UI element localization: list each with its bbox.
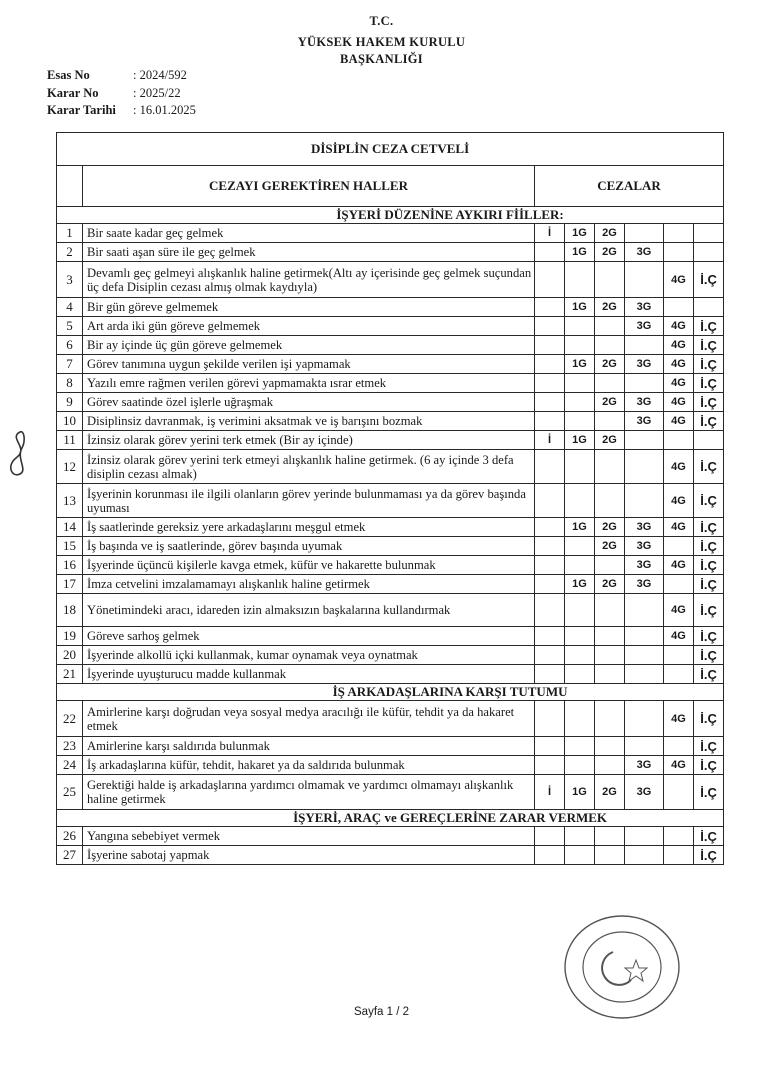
meta-karar-no	[47, 86, 181, 101]
header-institution: YÜKSEK HAKEM KURULU	[297, 35, 466, 49]
offense-description: Devamlı geç gelmeyi alışkanlık haline getirmek(Altı ay içerisinde geç gelmek suçundan üç defa Disiplin cezası almış olmak kaydıyla)	[83, 262, 535, 298]
penalty-cell	[535, 262, 565, 298]
section-title: İŞYERİ, ARAÇ ve GEREÇLERİNE ZARAR VERMEK	[57, 810, 724, 827]
penalty-cell	[664, 243, 694, 262]
penalty-cell	[565, 484, 595, 518]
penalty-cell: 3G	[625, 355, 664, 374]
penalty-cell	[535, 298, 565, 317]
penalty-cell: 1G	[565, 575, 595, 594]
penalty-cell: İ.Ç	[694, 737, 724, 756]
row-number: 26	[57, 827, 83, 846]
offense-description: İşyerinde uyuşturucu madde kullanmak	[83, 665, 535, 684]
penalty-cell	[625, 646, 664, 665]
penalty-cell	[535, 594, 565, 627]
penalty-cell	[565, 336, 595, 355]
penalty-cell	[595, 701, 625, 737]
penalty-cell	[535, 556, 565, 575]
row-number: 23	[57, 737, 83, 756]
offense-description: Bir gün göreve gelmemek	[83, 298, 535, 317]
penalty-cell: 4G	[664, 336, 694, 355]
offense-description: İşyerine sabotaj yapmak	[83, 846, 535, 865]
table-row	[57, 518, 724, 537]
penalty-cell: İ.Ç	[694, 317, 724, 336]
penalty-cell: 4G	[664, 374, 694, 393]
row-number: 25	[57, 775, 83, 810]
penalty-cell: 2G	[595, 298, 625, 317]
table-row	[57, 737, 724, 756]
penalty-cell: İ	[535, 224, 565, 243]
penalty-cell	[694, 431, 724, 450]
penalty-cell	[664, 827, 694, 846]
penalty-cell	[625, 737, 664, 756]
header-department: BAŞKANLIĞI	[340, 52, 423, 66]
penalty-cell: 4G	[664, 355, 694, 374]
table-row	[57, 846, 724, 865]
penalty-cell	[565, 412, 595, 431]
penalty-cell	[694, 243, 724, 262]
penalty-cell: 3G	[625, 556, 664, 575]
penalty-cell	[625, 846, 664, 865]
table-row	[57, 627, 724, 646]
penalty-cell	[664, 846, 694, 865]
table-row	[57, 537, 724, 556]
meta-value: : 2025/22	[133, 86, 181, 100]
penalty-cell	[595, 374, 625, 393]
row-number: 3	[57, 262, 83, 298]
row-number: 18	[57, 594, 83, 627]
table-row	[57, 374, 724, 393]
offense-description: Disiplinsiz davranmak, iş verimini aksatmak ve iş barışını bozmak	[83, 412, 535, 431]
row-number: 10	[57, 412, 83, 431]
table-row	[57, 298, 724, 317]
offense-description: Art arda iki gün göreve gelmemek	[83, 317, 535, 336]
penalty-cell	[595, 484, 625, 518]
penalty-cell: İ.Ç	[694, 336, 724, 355]
penalty-cell	[565, 374, 595, 393]
row-number: 12	[57, 450, 83, 484]
penalty-cell	[535, 646, 565, 665]
penalty-cell	[625, 262, 664, 298]
penalty-cell: 4G	[664, 556, 694, 575]
penalty-cell: 4G	[664, 317, 694, 336]
section-title: İŞYERİ DÜZENİNE AYKIRI FİİLLER:	[57, 207, 724, 224]
penalty-cell	[664, 298, 694, 317]
table-row	[57, 665, 724, 684]
table-row	[57, 243, 724, 262]
penalty-cell: İ.Ç	[694, 355, 724, 374]
section-row	[57, 207, 724, 224]
penalty-cell: İ.Ç	[694, 775, 724, 810]
table-row	[57, 827, 724, 846]
row-number: 24	[57, 756, 83, 775]
row-number: 9	[57, 393, 83, 412]
penalty-cell	[565, 665, 595, 684]
penalty-cell	[535, 701, 565, 737]
column-header-offenses: CEZAYI GEREKTİREN HALLER	[83, 166, 535, 207]
penalty-cell	[565, 827, 595, 846]
row-number: 4	[57, 298, 83, 317]
penalty-cell	[625, 336, 664, 355]
penalty-cell	[535, 537, 565, 556]
penalty-cell: 1G	[565, 243, 595, 262]
table-row	[57, 701, 724, 737]
section-row	[57, 810, 724, 827]
penalty-cell	[535, 412, 565, 431]
meta-label: Esas No	[47, 68, 90, 82]
penalty-cell	[694, 298, 724, 317]
table-title: DİSİPLİN CEZA CETVELİ	[57, 133, 724, 166]
offense-description: Görev tanımına uygun şekilde verilen işi yapmamak	[83, 355, 535, 374]
row-number: 27	[57, 846, 83, 865]
penalty-cell: 4G	[664, 450, 694, 484]
offense-description: İşyerinde üçüncü kişilerle kavga etmek, küfür ve hakarette bulunmak	[83, 556, 535, 575]
penalty-cell	[535, 575, 565, 594]
table-row	[57, 431, 724, 450]
row-number: 17	[57, 575, 83, 594]
penalty-cell: İ.Ç	[694, 575, 724, 594]
penalty-cell	[595, 594, 625, 627]
penalty-cell	[535, 393, 565, 412]
table-row	[57, 575, 724, 594]
penalty-cell	[595, 827, 625, 846]
penalty-cell	[664, 537, 694, 556]
penalty-cell	[565, 756, 595, 775]
penalty-cell: 1G	[565, 775, 595, 810]
penalty-cell: İ.Ç	[694, 594, 724, 627]
penalty-cell: İ.Ç	[694, 827, 724, 846]
penalty-cell	[595, 737, 625, 756]
table-row	[57, 355, 724, 374]
penalty-cell: 4G	[664, 518, 694, 537]
offense-description: Görev saatinde özel işlerle uğraşmak	[83, 393, 535, 412]
penalty-cell	[565, 262, 595, 298]
penalty-cell: 4G	[664, 412, 694, 431]
penalty-cell: 1G	[565, 224, 595, 243]
row-number: 22	[57, 701, 83, 737]
penalty-cell: İ.Ç	[694, 393, 724, 412]
offense-description: Yazılı emre rağmen verilen görevi yapmamakta ısrar etmek	[83, 374, 535, 393]
penalty-cell: 1G	[565, 298, 595, 317]
penalty-cell	[595, 556, 625, 575]
penalty-cell	[625, 827, 664, 846]
penalty-cell: İ.Ç	[694, 262, 724, 298]
offense-description: Bir ay içinde üç gün göreve gelmemek	[83, 336, 535, 355]
penalty-cell: 2G	[595, 393, 625, 412]
penalty-cell	[535, 518, 565, 537]
row-number: 11	[57, 431, 83, 450]
penalty-cell: 1G	[565, 355, 595, 374]
penalty-cell: 2G	[595, 537, 625, 556]
penalty-cell: İ.Ç	[694, 518, 724, 537]
table-row	[57, 317, 724, 336]
offense-description: Bir saate kadar geç gelmek	[83, 224, 535, 243]
penalty-cell: İ.Ç	[694, 665, 724, 684]
page-footer: Sayfa 1 / 2	[354, 1006, 409, 1018]
penalty-cell	[625, 665, 664, 684]
penalty-cell: 3G	[625, 518, 664, 537]
offense-description: Amirlerine karşı doğrudan veya sosyal medya aracılığı ile küfür, tehdit ya da hakaret etmek	[83, 701, 535, 737]
penalty-cell: İ.Ç	[694, 701, 724, 737]
penalty-cell	[595, 336, 625, 355]
penalty-cell: 2G	[595, 243, 625, 262]
penalty-cell: 4G	[664, 701, 694, 737]
penalty-cell: 1G	[565, 518, 595, 537]
penalty-cell	[625, 224, 664, 243]
penalty-cell	[595, 846, 625, 865]
penalty-cell: 3G	[625, 412, 664, 431]
penalty-cell	[664, 775, 694, 810]
penalty-cell	[535, 243, 565, 262]
penalty-cell: İ.Ç	[694, 537, 724, 556]
penalty-cell: 3G	[625, 756, 664, 775]
penalty-cell	[664, 575, 694, 594]
penalty-cell	[565, 450, 595, 484]
penalty-cell: İ.Ç	[694, 646, 724, 665]
penalty-cell	[625, 701, 664, 737]
table-row	[57, 775, 724, 810]
penalty-cell	[664, 224, 694, 243]
penalty-cell	[595, 756, 625, 775]
row-number: 6	[57, 336, 83, 355]
row-number: 14	[57, 518, 83, 537]
meta-label: Karar No	[47, 86, 99, 100]
header-tc: T.C.	[369, 14, 394, 28]
table-row	[57, 224, 724, 243]
penalty-cell: 4G	[664, 484, 694, 518]
penalty-cell	[565, 646, 595, 665]
offense-description: İzinsiz olarak görev yerini terk etmeyi alışkanlık haline getirmek. (6 ay içinde 3 defa disiplin cezası almak)	[83, 450, 535, 484]
penalty-cell: 3G	[625, 317, 664, 336]
handwritten-signature	[4, 428, 34, 480]
penalty-cell	[535, 317, 565, 336]
penalty-cell	[664, 737, 694, 756]
offense-description: İzinsiz olarak görev yerini terk etmek (Bir ay içinde)	[83, 431, 535, 450]
penalty-cell	[565, 537, 595, 556]
offense-description: İş arkadaşlarına küfür, tehdit, hakaret ya da saldırıda bulunmak	[83, 756, 535, 775]
header-blank-cell	[57, 166, 83, 207]
penalty-cell: 4G	[664, 594, 694, 627]
penalty-cell	[595, 646, 625, 665]
penalty-cell: İ.Ç	[694, 627, 724, 646]
penalty-cell	[535, 336, 565, 355]
penalty-cell	[565, 594, 595, 627]
offense-description: Yangına sebebiyet vermek	[83, 827, 535, 846]
penalty-cell	[565, 556, 595, 575]
penalty-cell	[535, 374, 565, 393]
offense-description: İş saatlerinde gereksiz yere arkadaşlarını meşgul etmek	[83, 518, 535, 537]
row-number: 13	[57, 484, 83, 518]
penalty-cell: 4G	[664, 756, 694, 775]
section-row	[57, 684, 724, 701]
penalty-cell	[664, 431, 694, 450]
row-number: 21	[57, 665, 83, 684]
row-number: 1	[57, 224, 83, 243]
penalty-cell: İ.Ç	[694, 412, 724, 431]
penalty-cell	[535, 846, 565, 865]
penalty-cell	[535, 737, 565, 756]
offense-description: Göreve sarhoş gelmek	[83, 627, 535, 646]
penalty-cell: İ	[535, 775, 565, 810]
penalty-cell	[565, 317, 595, 336]
offense-description: İş başında ve iş saatlerinde, görev başında uyumak	[83, 537, 535, 556]
table-row	[57, 393, 724, 412]
penalty-cell: 2G	[595, 431, 625, 450]
penalty-cell: 4G	[664, 393, 694, 412]
table-row	[57, 594, 724, 627]
penalty-cell: İ	[535, 431, 565, 450]
penalty-cell: 3G	[625, 243, 664, 262]
penalty-cell	[535, 665, 565, 684]
table-row	[57, 756, 724, 775]
row-number: 20	[57, 646, 83, 665]
column-header-penalties: CEZALAR	[535, 166, 724, 207]
table-row	[57, 336, 724, 355]
penalty-cell: İ.Ç	[694, 450, 724, 484]
penalty-cell	[565, 393, 595, 412]
row-number: 7	[57, 355, 83, 374]
penalty-cell: 2G	[595, 224, 625, 243]
penalty-cell	[535, 450, 565, 484]
meta-label: Karar Tarihi	[47, 103, 116, 117]
offense-description: İşyerinde alkollü içki kullanmak, kumar oynamak veya oynatmak	[83, 646, 535, 665]
penalty-cell	[625, 374, 664, 393]
penalty-cell	[694, 224, 724, 243]
penalty-cell	[625, 431, 664, 450]
penalty-cell: 2G	[595, 355, 625, 374]
row-number: 8	[57, 374, 83, 393]
penalty-cell	[625, 627, 664, 646]
penalty-cell: 3G	[625, 775, 664, 810]
penalty-cell	[625, 594, 664, 627]
penalty-cell	[535, 484, 565, 518]
penalty-cell	[595, 627, 625, 646]
penalty-cell	[535, 627, 565, 646]
table-row	[57, 412, 724, 431]
penalty-cell: 3G	[625, 575, 664, 594]
offense-description: Gerektiği halde iş arkadaşlarına yardımcı olmamak ve yardımcı olmamayı alışkanlık haline getirmek	[83, 775, 535, 810]
penalty-cell	[625, 450, 664, 484]
penalty-cell	[565, 701, 595, 737]
row-number: 2	[57, 243, 83, 262]
offense-description: İşyerinin korunması ile ilgili olanların görev yerinde bulunmaması ya da görev başında uyuması	[83, 484, 535, 518]
penalty-cell	[625, 484, 664, 518]
penalty-cell: 1G	[565, 431, 595, 450]
penalty-cell: 3G	[625, 298, 664, 317]
penalty-cell: 3G	[625, 393, 664, 412]
table-row	[57, 450, 724, 484]
offense-description: Amirlerine karşı saldırıda bulunmak	[83, 737, 535, 756]
meta-value: : 16.01.2025	[133, 103, 196, 117]
meta-value: : 2024/592	[133, 68, 187, 82]
discipline-penalty-table	[56, 132, 724, 865]
penalty-cell	[565, 627, 595, 646]
penalty-cell: 4G	[664, 262, 694, 298]
penalty-cell: İ.Ç	[694, 556, 724, 575]
penalty-cell: 2G	[595, 775, 625, 810]
table-row	[57, 484, 724, 518]
penalty-cell	[664, 665, 694, 684]
penalty-cell: 2G	[595, 518, 625, 537]
penalty-cell	[595, 262, 625, 298]
offense-description: Yönetimindeki aracı, idareden izin almaksızın başkalarına kullandırmak	[83, 594, 535, 627]
penalty-cell	[595, 317, 625, 336]
table-row	[57, 556, 724, 575]
penalty-cell	[535, 355, 565, 374]
penalty-cell	[565, 846, 595, 865]
penalty-cell: 3G	[625, 537, 664, 556]
row-number: 16	[57, 556, 83, 575]
penalty-cell	[664, 646, 694, 665]
penalty-cell: 4G	[664, 627, 694, 646]
meta-esas-no	[47, 68, 187, 83]
penalty-cell	[595, 412, 625, 431]
offense-description: Bir saati aşan süre ile geç gelmek	[83, 243, 535, 262]
penalty-cell	[565, 737, 595, 756]
penalty-cell: İ.Ç	[694, 484, 724, 518]
penalty-cell: İ.Ç	[694, 374, 724, 393]
table-row	[57, 262, 724, 298]
penalty-cell	[535, 827, 565, 846]
penalty-cell: 2G	[595, 575, 625, 594]
section-title: İŞ ARKADAŞLARINA KARŞI TUTUMU	[57, 684, 724, 701]
penalty-cell	[595, 450, 625, 484]
offense-description: İmza cetvelini imzalamamayı alışkanlık haline getirmek	[83, 575, 535, 594]
penalty-cell: İ.Ç	[694, 756, 724, 775]
penalty-cell	[595, 665, 625, 684]
row-number: 19	[57, 627, 83, 646]
row-number: 15	[57, 537, 83, 556]
row-number: 5	[57, 317, 83, 336]
table-row	[57, 646, 724, 665]
penalty-cell	[535, 756, 565, 775]
penalty-cell: İ.Ç	[694, 846, 724, 865]
meta-karar-tarihi	[47, 103, 196, 118]
